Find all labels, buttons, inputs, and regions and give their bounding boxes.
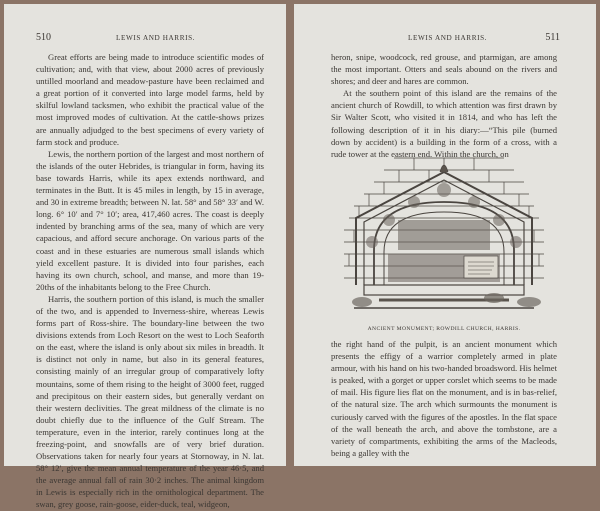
paragraph: Lewis, the northern portion of the largest and most northern of the islands of the outer Hebrides, is triangular in form, having its base towards Harris, while its apex extends northward, and terminates in the Butt. It is 45 miles in length, by 15 in average, and 30 in extreme breadth; between N. lat. 58° and 58° 33′ and W. long. 6° 10′ and 7° 10′; area, 417,460 acres. The coast is deeply indented by branching arms of the sea, many of which are very capacious, and afford secure anchorage. On various parts of the coast and in these estuaries are numerous small islands which yield excellent pasture. It is divided into four parishes, each having its own church, school, and manse, and more than 19-20ths of the inhabitants belong to the Free Church. (36, 148, 264, 292)
paragraph: the right hand of the pulpit, is an ancient monument which presents the effigy of a warrior completely armed in plate armour, with his hand on his two-handed broadsword. His helmet is peaked, with a gorget or upper corslet which seems to be made of mail. His figure lies flat on the monument, and is in bas-relief, of the natural size. The arch which surmounts the monument is curiously carved with the figures of the apostles. In the flat space of the wall beneath the arch, and above the tombstone, are a variety of compartments, exhibiting the arms of the Macleods, being a galley with the (331, 339, 557, 458)
paragraph: Harris, the southern portion of this island, is much the smaller of the two, and is appended to Inverness-shire, whereas Lewis forms part of Ross-shire. The boundary-line between the two divisions extends from Loch Resort on the west to Loch Seaforth on the east, where the island is only about six miles in breadth. It is distinct not only in name, but also in its general features, consisting mainly of an irregular group of comparatively lofty mountains, some of them rising to the height of 3000 feet, rugged and precipitous on their eastern sides, but generally verdant on their western declivities. The great mildness of the climate is no doubt chiefly due to the influence of the Gulf Stream. The temperature, even in the interior, rarely continues long at the freezing-point, and snowfalls are of very brief duration. Observations taken for nearly four years at Stornoway, in N. lat. 58° 12′, give the mean annual temperature of the year 46·5, and the average annual fall of rain 30·2 inches. The animal kingdom in Lewis is especially rich in the ornithological department. The swan, grey goose, rain-goose, eider-duck, teal, widgeon, (36, 293, 264, 510)
page-number: 511 (545, 32, 560, 43)
running-head: LEWIS AND HARRIS. (408, 34, 488, 42)
figure-caption: ANCIENT MONUMENT; ROWDILL CHURCH, HARRIS. (367, 326, 521, 332)
right-page (294, 4, 596, 466)
gutter (286, 0, 294, 470)
left-page (4, 4, 286, 510)
page-number: 510 (36, 32, 51, 43)
body-text-top (331, 51, 557, 160)
body-text-bottom (331, 338, 557, 459)
paragraph: At the southern point of this island are the remains of the ancient church of Rowdill, to which attention was first drawn by Sir Walter Scott, who visited it in 1814, and who has left the following description of it in his diary:—“This pile (burned down by accident) is a building in the form of a cross, with a rude tower at the eastern end. Within the church, on (331, 88, 557, 159)
body-text (36, 51, 264, 511)
paragraph: heron, snipe, woodcock, red grouse, and ptarmigan, are among the most important. Otters and seals abound on the rivers and shores; and deer and hares are common. (331, 52, 557, 87)
running-head: LEWIS AND HARRIS. (116, 34, 196, 42)
paragraph: Great efforts are being made to introduce scientific modes of cultivation; and, with that view, about 2000 acres of previously untilled moorland and meadow-pasture have been reclaimed and a great portion of it converted into large model farms, held by skilful lowland tacksmen, who exhibit the practical value of the most improved modes of cultivation. At the cattle-shows prizes are annually adjudged to the best specimens of every variety of farm stock and produce. (36, 52, 264, 147)
monument-engraving-illustration (334, 150, 554, 320)
